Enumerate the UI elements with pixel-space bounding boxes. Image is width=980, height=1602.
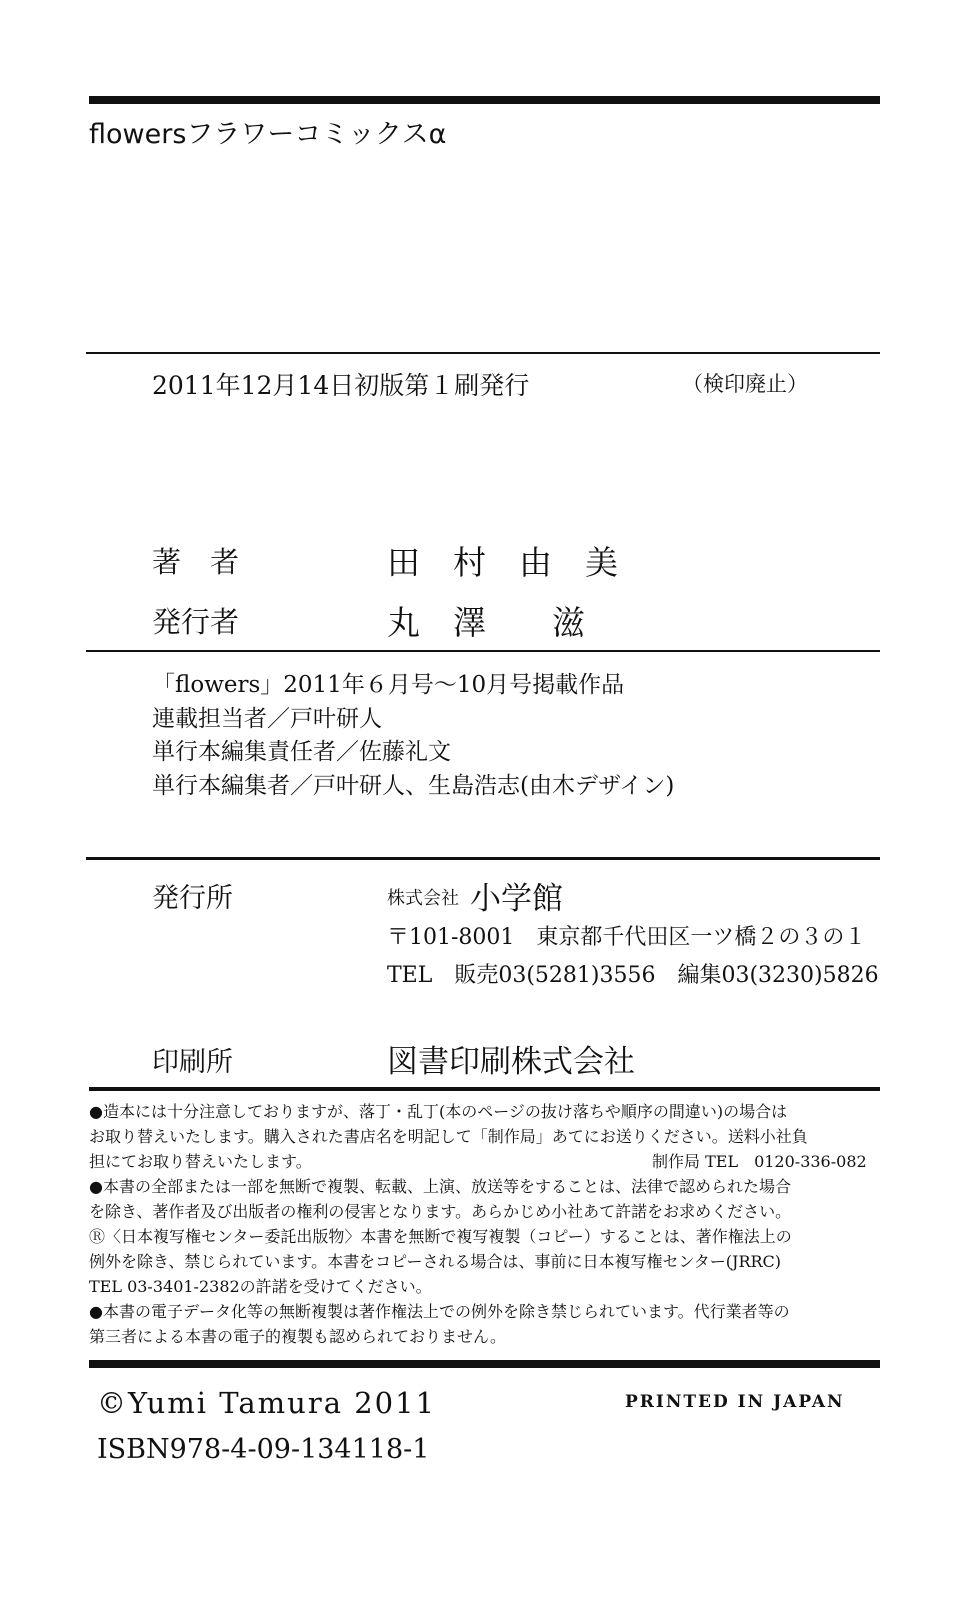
production-dept-contact: 制作局 TEL 0120-336-082 <box>652 1152 867 1171</box>
notice-line-2: お取り替えいたします。購入された書店名を明記して「制作局」あてにお送りください。送料小社負 <box>89 1127 808 1146</box>
edition-date: 2011年12月14日初版第１刷発行 <box>152 371 530 400</box>
printed-in-japan: PRINTED IN JAPAN <box>625 1392 845 1412</box>
notice-line-7: 例外を除き、禁じられています。本書をコピーされる場合は、事前に日本複写権センター(JRRC) <box>89 1252 782 1271</box>
divider-edition-top <box>86 352 880 354</box>
notice-line-3: 担にてお取り替えいたします。 <box>89 1152 312 1171</box>
author-label: 著 者 <box>152 545 240 579</box>
notice-line-5: を除き、著作者及び出版者の権利の侵害となります。あらかじめ小社あて許諾をお求めください。 <box>89 1202 792 1221</box>
divider-notices-top <box>89 1087 880 1091</box>
company-name: 小学館 <box>470 881 563 917</box>
publishing-house-label: 発行所 <box>152 883 233 914</box>
printer-label: 印刷所 <box>152 1047 233 1078</box>
isbn: ISBN978-4-09-134118-1 <box>97 1434 430 1465</box>
publisher-person-label: 発行者 <box>152 605 240 639</box>
seal-abolished-note: （検印廃止） <box>682 372 808 396</box>
copyright: ©Yumi Tamura 2011 <box>97 1386 437 1420</box>
notice-line-6: Ⓡ〈日本複写権センター委託出版物〉本書を無断で複写複製（コピー）することは、著作権法上の <box>89 1227 792 1246</box>
notice-line-1: ●造本には十分注意しておりますが、落丁・乱丁(本のページの抜け落ちや順序の間違い)の場合は <box>89 1102 788 1121</box>
notice-line-10: 第三者による本書の電子的複製も認められておりません。 <box>89 1327 506 1346</box>
notice-line-4: ●本書の全部または一部を無断で複製、転載、上演、放送等をすることは、法律で認められた場合 <box>89 1177 791 1196</box>
serialization-line-1: 「flowers」2011年６月号〜10月号掲載作品 <box>152 672 625 698</box>
series-label: flowersフラワーコミックスα <box>89 119 447 150</box>
publisher-person-name: 丸 澤 滋 <box>387 603 585 642</box>
company-prefix: 株式会社 <box>387 888 459 909</box>
serialization-line-3: 単行本編集責任者／佐藤礼文 <box>152 739 451 765</box>
divider-publisher-top <box>86 857 880 860</box>
serialization-line-2: 連載担当者／戸叶研人 <box>152 706 382 732</box>
bottom-thick-rule <box>89 1360 880 1368</box>
publisher-phones: TEL 販売03(5281)3556 編集03(3230)5826 <box>387 963 879 988</box>
notice-line-8: TEL 03-3401-2382の許諾を受けてください。 <box>89 1277 432 1296</box>
printer-name: 図書印刷株式会社 <box>387 1044 635 1080</box>
publisher-address: 〒101-8001 東京都千代田区一ツ橋２の３の１ <box>387 925 867 950</box>
author-name: 田 村 由 美 <box>387 543 618 582</box>
top-thick-rule <box>89 96 880 104</box>
divider-serialization-top <box>86 650 880 652</box>
serialization-line-4: 単行本編集者／戸叶研人、生島浩志(由木デザイン) <box>152 773 675 799</box>
notice-line-9: ●本書の電子データ化等の無断複製は著作権法上での例外を除き禁じられています。代行業者等の <box>89 1302 790 1321</box>
